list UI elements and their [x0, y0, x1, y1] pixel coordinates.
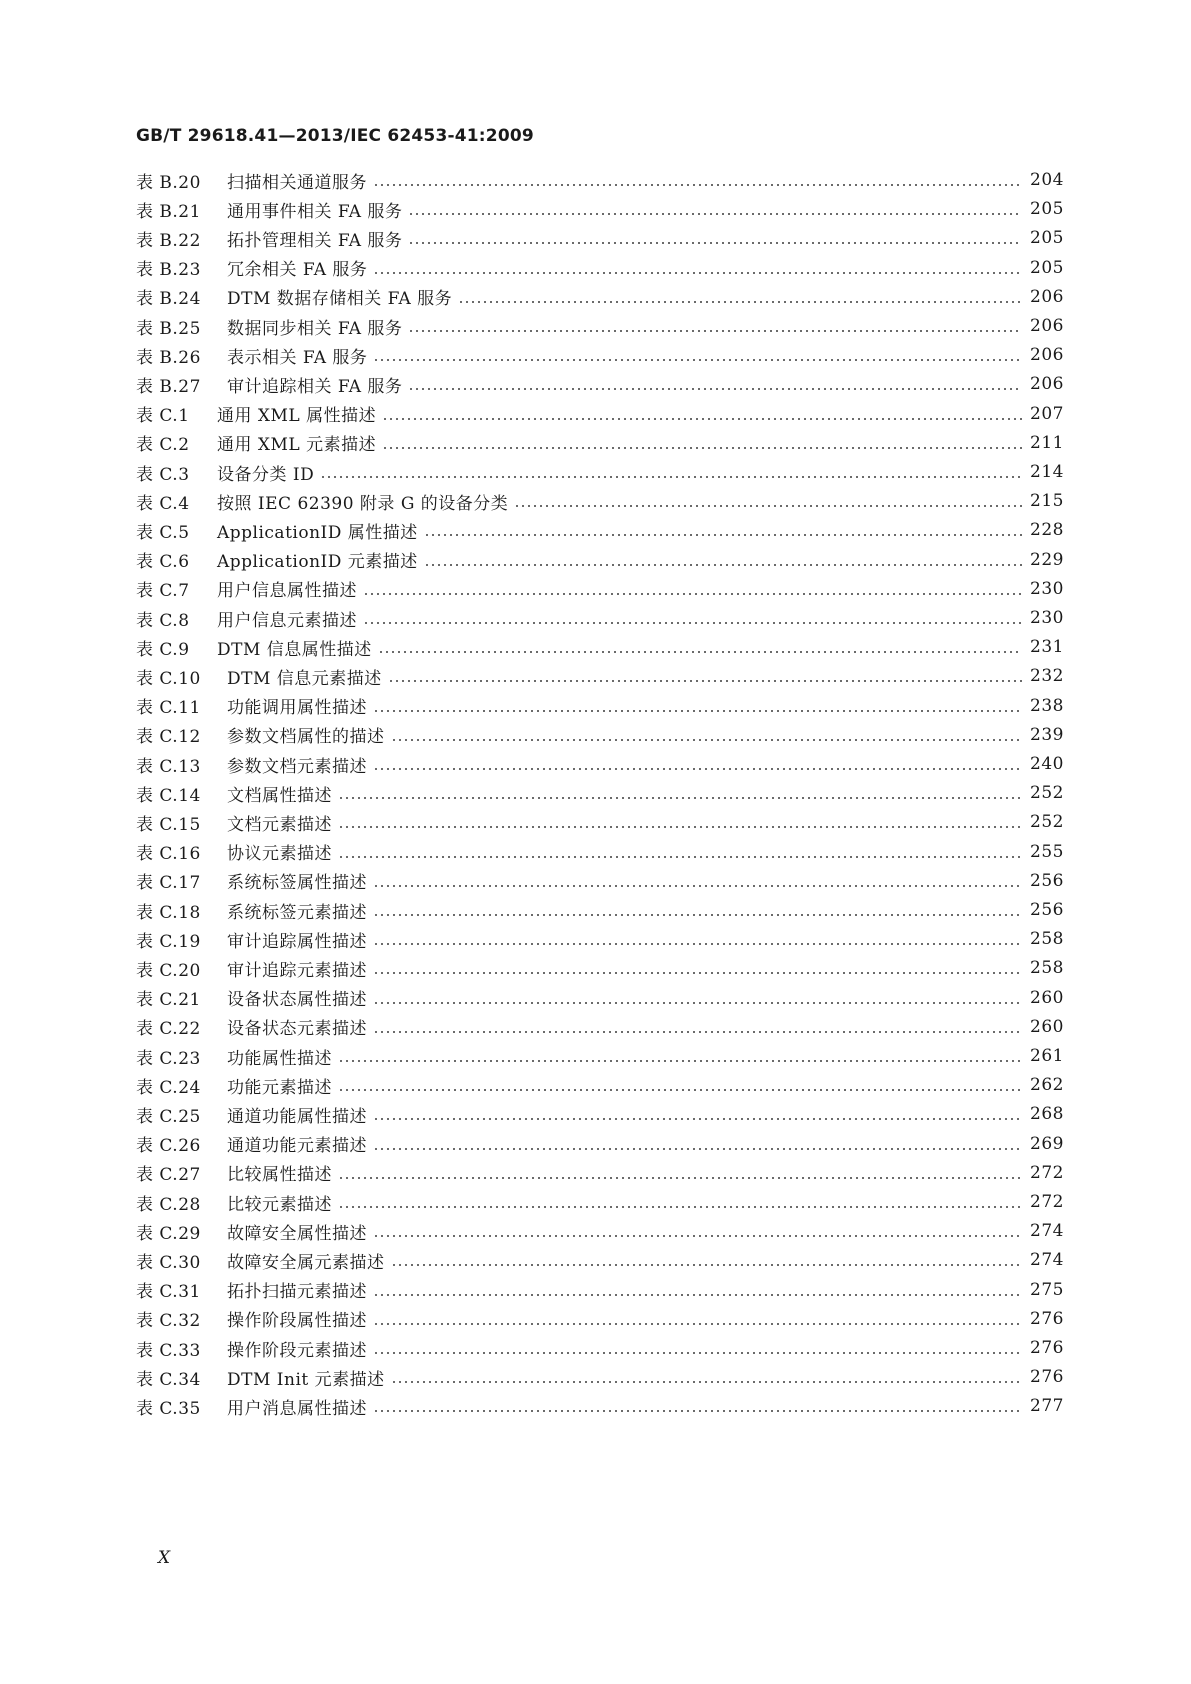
toc-entry-number: 表 C.25 — [136, 1106, 201, 1127]
dot-leader — [408, 242, 1022, 244]
toc-entry-title: 审计追踪属性描述 — [227, 931, 367, 952]
dot-leader — [373, 768, 1022, 770]
toc-entry-title: 按照 IEC 62390 附录 G 的设备分类 — [217, 493, 509, 514]
toc-entry[interactable] — [136, 1157, 1062, 1189]
toc-entry-page: 252 — [1030, 783, 1064, 804]
toc-entry-title: DTM 数据存储相关 FA 服务 — [227, 289, 453, 310]
toc-entry-page: 214 — [1030, 462, 1064, 482]
toc-entry[interactable] — [136, 544, 1062, 576]
toc-entry-title: DTM 信息元素描述 — [227, 668, 382, 689]
toc-entry[interactable] — [136, 1098, 1062, 1130]
toc-entry-page: 205 — [1030, 199, 1064, 220]
toc-entry-number: 表 C.34 — [136, 1369, 201, 1390]
toc-entry[interactable] — [136, 485, 1062, 517]
toc-entry[interactable] — [136, 894, 1062, 926]
dot-leader — [373, 1352, 1022, 1354]
toc-entry-number: 表 C.2 — [136, 435, 190, 456]
toc-entry-title: 用户信息元素描述 — [217, 610, 357, 631]
toc-entry-page: 230 — [1030, 608, 1064, 628]
toc-entry-title: 比较属性描述 — [227, 1165, 332, 1186]
toc-entry-title: 数据同步相关 FA 服务 — [227, 318, 403, 339]
toc-entry-page: 206 — [1030, 345, 1064, 366]
dot-leader — [408, 213, 1022, 215]
toc-entry-title: DTM Init 元素描述 — [227, 1369, 385, 1390]
toc-entry[interactable] — [136, 923, 1062, 955]
toc-entry-number: 表 C.13 — [136, 756, 201, 777]
dot-leader — [373, 914, 1022, 916]
toc-entry-number: 表 C.12 — [136, 727, 201, 748]
toc-entry[interactable] — [136, 281, 1062, 313]
toc-entry-title: 冗余相关 FA 服务 — [227, 260, 368, 281]
toc-entry-title: 故障安全属元素描述 — [227, 1252, 385, 1273]
toc-entry-number: 表 B.20 — [136, 172, 201, 193]
toc-entry-page: 239 — [1030, 724, 1064, 745]
toc-entry[interactable] — [136, 719, 1062, 751]
toc-entry[interactable] — [136, 514, 1062, 546]
toc-entry-number: 表 C.18 — [136, 902, 201, 923]
toc-entry-title: 设备状态元素描述 — [227, 1019, 367, 1040]
dot-leader — [408, 330, 1022, 332]
dot-leader — [382, 447, 1022, 449]
toc-entry[interactable] — [136, 1011, 1062, 1043]
toc-entry-title: 操作阶段属性描述 — [227, 1311, 367, 1332]
toc-entry-title: 审计追踪元素描述 — [227, 960, 367, 981]
toc-entry[interactable] — [136, 398, 1062, 430]
toc-entry[interactable] — [136, 631, 1062, 663]
running-header — [136, 126, 534, 146]
toc-entry[interactable] — [136, 777, 1062, 809]
toc-entry-page: 272 — [1030, 1192, 1064, 1212]
toc-entry-page: 255 — [1030, 841, 1064, 862]
toc-entry-number: 表 C.31 — [136, 1282, 201, 1303]
dot-leader — [382, 418, 1022, 420]
toc-entry-title: 通道功能属性描述 — [227, 1106, 367, 1127]
dot-leader — [373, 184, 1022, 186]
toc-entry-page: 211 — [1030, 432, 1064, 453]
toc-entry-page: 261 — [1030, 1046, 1064, 1066]
dot-leader — [338, 797, 1022, 799]
toc-entry-page: 260 — [1030, 987, 1064, 1008]
dot-leader — [391, 1381, 1022, 1383]
toc-entry-title: 设备状态属性描述 — [227, 990, 367, 1011]
toc-entry-title: 功能元素描述 — [227, 1077, 332, 1098]
toc-entry[interactable] — [136, 1186, 1062, 1218]
toc-entry-page: 205 — [1030, 257, 1064, 278]
toc-entry-number: 表 C.1 — [136, 406, 190, 427]
toc-entry-title: 故障安全属性描述 — [227, 1223, 367, 1244]
standard-code: GB/T 29618.41—2013/IEC 62453-41:2009 — [136, 126, 534, 146]
dot-leader — [373, 943, 1022, 945]
toc-entry[interactable] — [136, 1332, 1062, 1364]
dot-leader — [373, 710, 1022, 712]
toc-entry[interactable] — [136, 1128, 1062, 1160]
dot-leader — [373, 1410, 1022, 1412]
toc-entry-number: 表 C.32 — [136, 1311, 201, 1332]
toc-entry-page: 229 — [1030, 549, 1064, 570]
toc-entry[interactable] — [136, 748, 1062, 780]
toc-entry-number: 表 C.11 — [136, 698, 201, 719]
dot-leader — [338, 826, 1022, 828]
toc-entry-page: 256 — [1030, 870, 1064, 891]
toc-entry-number: 表 C.23 — [136, 1048, 201, 1069]
toc-entry-title: 通道功能元素描述 — [227, 1136, 367, 1157]
dot-leader — [338, 1177, 1022, 1179]
dot-leader — [373, 272, 1022, 274]
toc-entry-page: 252 — [1030, 812, 1064, 833]
toc-entry-page: 269 — [1030, 1133, 1064, 1154]
dot-leader — [373, 359, 1022, 361]
toc-entry[interactable] — [136, 952, 1062, 984]
toc-entry[interactable] — [136, 1244, 1062, 1276]
toc-entry-title: 通用事件相关 FA 服务 — [227, 201, 403, 222]
dot-leader — [408, 388, 1022, 390]
toc-entry[interactable] — [136, 310, 1062, 342]
toc-entry-number: 表 B.23 — [136, 260, 201, 281]
toc-entry-number: 表 C.17 — [136, 873, 201, 894]
toc-entry-title: 文档元素描述 — [227, 814, 332, 835]
toc-entry[interactable] — [136, 865, 1062, 897]
toc-entry-page: 277 — [1030, 1396, 1064, 1417]
dot-leader — [373, 1118, 1022, 1120]
toc-entry-number: 表 B.22 — [136, 230, 201, 251]
toc-entry-page: 262 — [1030, 1075, 1064, 1096]
toc-entry[interactable] — [136, 164, 1062, 196]
toc-entry-title: 操作阶段元素描述 — [227, 1340, 367, 1361]
toc-entry[interactable] — [136, 1390, 1062, 1422]
toc-entry-page: 258 — [1030, 958, 1064, 979]
toc-entry-title: ApplicationID 元素描述 — [217, 552, 418, 573]
toc-entry-number: 表 C.8 — [136, 610, 190, 631]
toc-entry[interactable] — [136, 1361, 1062, 1393]
toc-entry-page: 231 — [1030, 637, 1064, 658]
toc-entry-page: 268 — [1030, 1104, 1064, 1125]
toc-entry-title: 参数文档属性的描述 — [227, 727, 385, 748]
toc-entry-title: 通用 XML 元素描述 — [217, 435, 377, 456]
toc-entry-number: 表 C.4 — [136, 493, 190, 514]
toc-entry-page: 205 — [1030, 228, 1064, 249]
toc-entry-number: 表 C.33 — [136, 1340, 201, 1361]
dot-leader — [373, 972, 1022, 974]
toc-entry-title: 审计追踪相关 FA 服务 — [227, 376, 403, 397]
toc-entry[interactable] — [136, 1040, 1062, 1072]
toc-entry-title: ApplicationID 属性描述 — [217, 522, 418, 543]
toc-entry[interactable] — [136, 339, 1062, 371]
toc-entry[interactable] — [136, 806, 1062, 838]
dot-leader — [391, 1264, 1023, 1266]
dot-leader — [373, 1323, 1022, 1325]
dot-leader — [338, 1089, 1022, 1091]
toc-entry-title: 协议元素描述 — [227, 844, 332, 865]
toc-entry-page: 274 — [1030, 1221, 1064, 1242]
toc-entry-number: 表 C.22 — [136, 1019, 201, 1040]
toc-entry-number: 表 C.28 — [136, 1194, 201, 1215]
toc-entry-number: 表 B.21 — [136, 201, 201, 222]
toc-entry-number: 表 B.26 — [136, 347, 201, 368]
toc-entry[interactable] — [136, 222, 1062, 254]
dot-leader — [373, 1031, 1022, 1033]
toc-entry-page: 204 — [1030, 170, 1064, 190]
toc-entry-page: 276 — [1030, 1308, 1064, 1329]
toc-entry[interactable] — [136, 1303, 1062, 1335]
toc-entry-page: 274 — [1030, 1250, 1064, 1271]
toc-entry[interactable] — [136, 456, 1062, 488]
toc-entry-title: DTM 信息属性描述 — [217, 639, 372, 660]
toc-entry[interactable] — [136, 573, 1062, 605]
toc-entry-title: 拓扑扫描元素描述 — [227, 1282, 367, 1303]
toc-entry-title: 用户信息属性描述 — [217, 581, 357, 602]
toc-entry[interactable] — [136, 1215, 1062, 1247]
toc-entry-page: 260 — [1030, 1016, 1064, 1037]
toc-entry-title: 功能调用属性描述 — [227, 698, 367, 719]
toc-entry[interactable] — [136, 368, 1062, 400]
toc-entry-page: 240 — [1030, 754, 1064, 774]
toc-entry-page: 238 — [1030, 695, 1064, 716]
toc-entry-number: 表 C.27 — [136, 1165, 201, 1186]
toc-entry-number: 表 C.6 — [136, 552, 190, 573]
toc-entry-number: 表 C.16 — [136, 844, 201, 865]
toc-entry-number: 表 C.14 — [136, 785, 201, 806]
toc-entry-page: 206 — [1030, 286, 1064, 307]
dot-leader — [338, 1060, 1022, 1062]
toc-entry-number: 表 C.7 — [136, 581, 190, 602]
toc-entry-title: 参数文档元素描述 — [227, 756, 367, 777]
toc-entry-title: 比较元素描述 — [227, 1194, 332, 1215]
toc-entry-title: 表示相关 FA 服务 — [227, 347, 368, 368]
toc-entry-page: 206 — [1030, 374, 1064, 395]
dot-leader — [373, 1235, 1022, 1237]
toc-entry-page: 206 — [1030, 316, 1064, 336]
toc-entry-number: 表 C.29 — [136, 1223, 201, 1244]
toc-entry-title: 设备分类 ID — [217, 464, 315, 485]
toc-entry-title: 拓扑管理相关 FA 服务 — [227, 230, 403, 251]
toc-entry-number: 表 C.20 — [136, 960, 201, 981]
toc-entry-page: 215 — [1030, 491, 1064, 512]
dot-leader — [338, 856, 1022, 858]
toc-entry-number: 表 C.9 — [136, 639, 190, 660]
dot-leader — [373, 1294, 1022, 1296]
toc-entry-title: 系统标签元素描述 — [227, 902, 367, 923]
toc-entry[interactable] — [136, 660, 1062, 692]
toc-entry-number: 表 C.10 — [136, 668, 201, 689]
toc-entry-page: 272 — [1030, 1162, 1064, 1183]
toc-entry-number: 表 C.5 — [136, 522, 190, 543]
dot-leader — [373, 1148, 1022, 1150]
toc-entry[interactable] — [136, 602, 1062, 634]
dot-leader — [363, 622, 1022, 624]
toc-entry-title: 功能属性描述 — [227, 1048, 332, 1069]
dot-leader — [373, 1002, 1022, 1004]
toc-entry-page: 276 — [1030, 1338, 1064, 1358]
dot-leader — [320, 476, 1022, 478]
toc-entry-title: 文档属性描述 — [227, 785, 332, 806]
toc-entry-number: 表 B.24 — [136, 289, 201, 310]
toc-entry[interactable] — [136, 193, 1062, 225]
toc-entry-title: 通用 XML 属性描述 — [217, 406, 377, 427]
dot-leader — [338, 1206, 1022, 1208]
toc-entry-title: 用户消息属性描述 — [227, 1398, 367, 1419]
dot-leader — [363, 593, 1022, 595]
toc-entry-number: 表 C.35 — [136, 1398, 201, 1419]
toc-entry-page: 232 — [1030, 666, 1064, 687]
toc-entry[interactable] — [136, 982, 1062, 1014]
dot-leader — [458, 301, 1022, 303]
toc-entry-page: 276 — [1030, 1367, 1064, 1388]
toc-entry-title: 扫描相关通道服务 — [227, 172, 367, 193]
toc-entry[interactable] — [136, 690, 1062, 722]
dot-leader — [514, 505, 1022, 507]
toc-entry-number: 表 C.3 — [136, 464, 190, 485]
toc-entry-number: 表 C.21 — [136, 990, 201, 1011]
dot-leader — [391, 739, 1023, 741]
toc-entry-number: 表 C.15 — [136, 814, 201, 835]
toc-entry[interactable] — [136, 1274, 1062, 1306]
dot-leader — [424, 534, 1022, 536]
dot-leader — [378, 651, 1022, 653]
toc-entry-page: 275 — [1030, 1279, 1064, 1300]
dot-leader — [388, 680, 1022, 682]
toc-entry-page: 207 — [1030, 403, 1064, 424]
toc-entry-number: 表 B.27 — [136, 376, 201, 397]
toc-entry[interactable] — [136, 836, 1062, 868]
dot-leader — [424, 564, 1022, 566]
toc-entry[interactable] — [136, 1069, 1062, 1101]
toc-entry[interactable] — [136, 252, 1062, 284]
toc-entry-number: 表 C.19 — [136, 931, 201, 952]
toc-entry-page: 228 — [1030, 520, 1064, 541]
toc-entry-number: 表 B.25 — [136, 318, 201, 339]
toc-entry-page: 230 — [1030, 578, 1064, 599]
toc-entry-title: 系统标签属性描述 — [227, 873, 367, 894]
toc-entry-number: 表 C.30 — [136, 1252, 201, 1273]
toc-entry-page: 256 — [1030, 900, 1064, 920]
toc-entry-number: 表 C.26 — [136, 1136, 201, 1157]
toc-entry-number: 表 C.24 — [136, 1077, 201, 1098]
toc-entry[interactable] — [136, 427, 1062, 459]
toc-entry-page: 258 — [1030, 929, 1064, 950]
dot-leader — [373, 885, 1022, 887]
page-folio: X — [158, 1548, 171, 1568]
